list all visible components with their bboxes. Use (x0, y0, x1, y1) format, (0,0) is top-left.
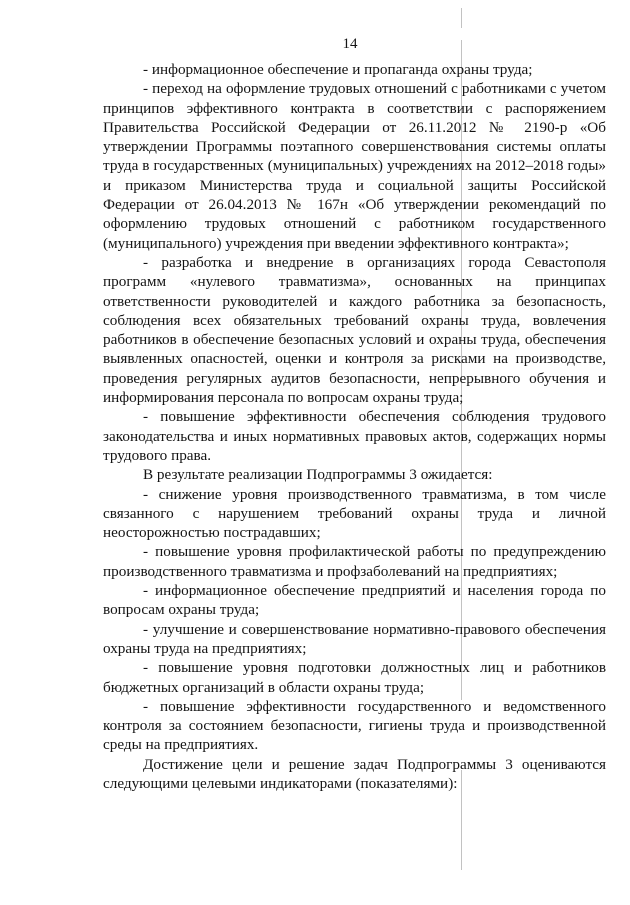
paragraph: Достижение цели и решение задач Подпрограммы 3 оцениваются следующими целевыми индикаторами (показателями): (103, 755, 606, 792)
paragraph: - разработка и внедрение в организациях города Севастополя программ «нулевого травматизма», основанных на принципах ответственности руководителей и каждого работника за безопасность, соблюдения всех обязательных требований охраны труда, вовлечения работников в обеспечение безопасных условий и охраны труда, обеспечения выявленных опасностей, оценки и контроля за рисками на производстве, проведения регулярных аудитов безопасности, непрерывного обучения и информирования персонала по вопросам охраны труда; (103, 253, 606, 407)
document-body (103, 60, 606, 793)
paragraph: - информационное обеспечение предприятий и населения города по вопросам охраны труда; (103, 582, 606, 619)
paragraph: - переход на оформление трудовых отношений с работниками с учетом принципов эффективного контракта в соответствии с распоряжением Правительства Российской Федерации от 26.11.2012 № 2190-р «Об утверждении Программы поэтапного совершенствования системы оплаты труда в государственных (муниципальных) учреждениях на 2012–2018 годы» и приказом Министерства труда и социальной защиты Российской Федерации от 26.04.2013 № 167н «Об утверждении рекомендаций по оформлению трудовых отношений с работником государственного (муниципального) учреждения при введении эффективного контракта»; (103, 80, 606, 252)
paragraph: - повышение уровня профилактической работы по предупреждению производственного травматизма и профзаболеваний на предприятиях; (103, 543, 606, 580)
paragraph: В результате реализации Подпрограммы 3 ожидается: (143, 466, 493, 484)
paragraph: - повышение эффективности обеспечения соблюдения трудового законодательства и иных нормативных правовых актов, содержащих нормы трудового права. (103, 408, 606, 464)
paragraph: - снижение уровня производственного травматизма, в том числе связанного с нарушением требований охраны труда и личной неосторожностью пострадавших; (103, 485, 606, 542)
paragraph: - информационное обеспечение и пропаганда охраны труда; (143, 61, 533, 78)
scan-artifact (461, 8, 462, 28)
page-number: 14 (342, 36, 358, 52)
paragraph: - улучшение и совершенствование нормативно-правового обеспечения охраны труда на предприятиях; (103, 620, 606, 657)
paragraph: - повышение уровня подготовки должностных лиц и работников бюджетных организаций в области охраны труда; (103, 659, 606, 696)
paragraph: - повышение эффективности государственного и ведомственного контроля за состоянием безопасности, гигиены труда и производственной среды на предприятиях. (103, 697, 606, 754)
